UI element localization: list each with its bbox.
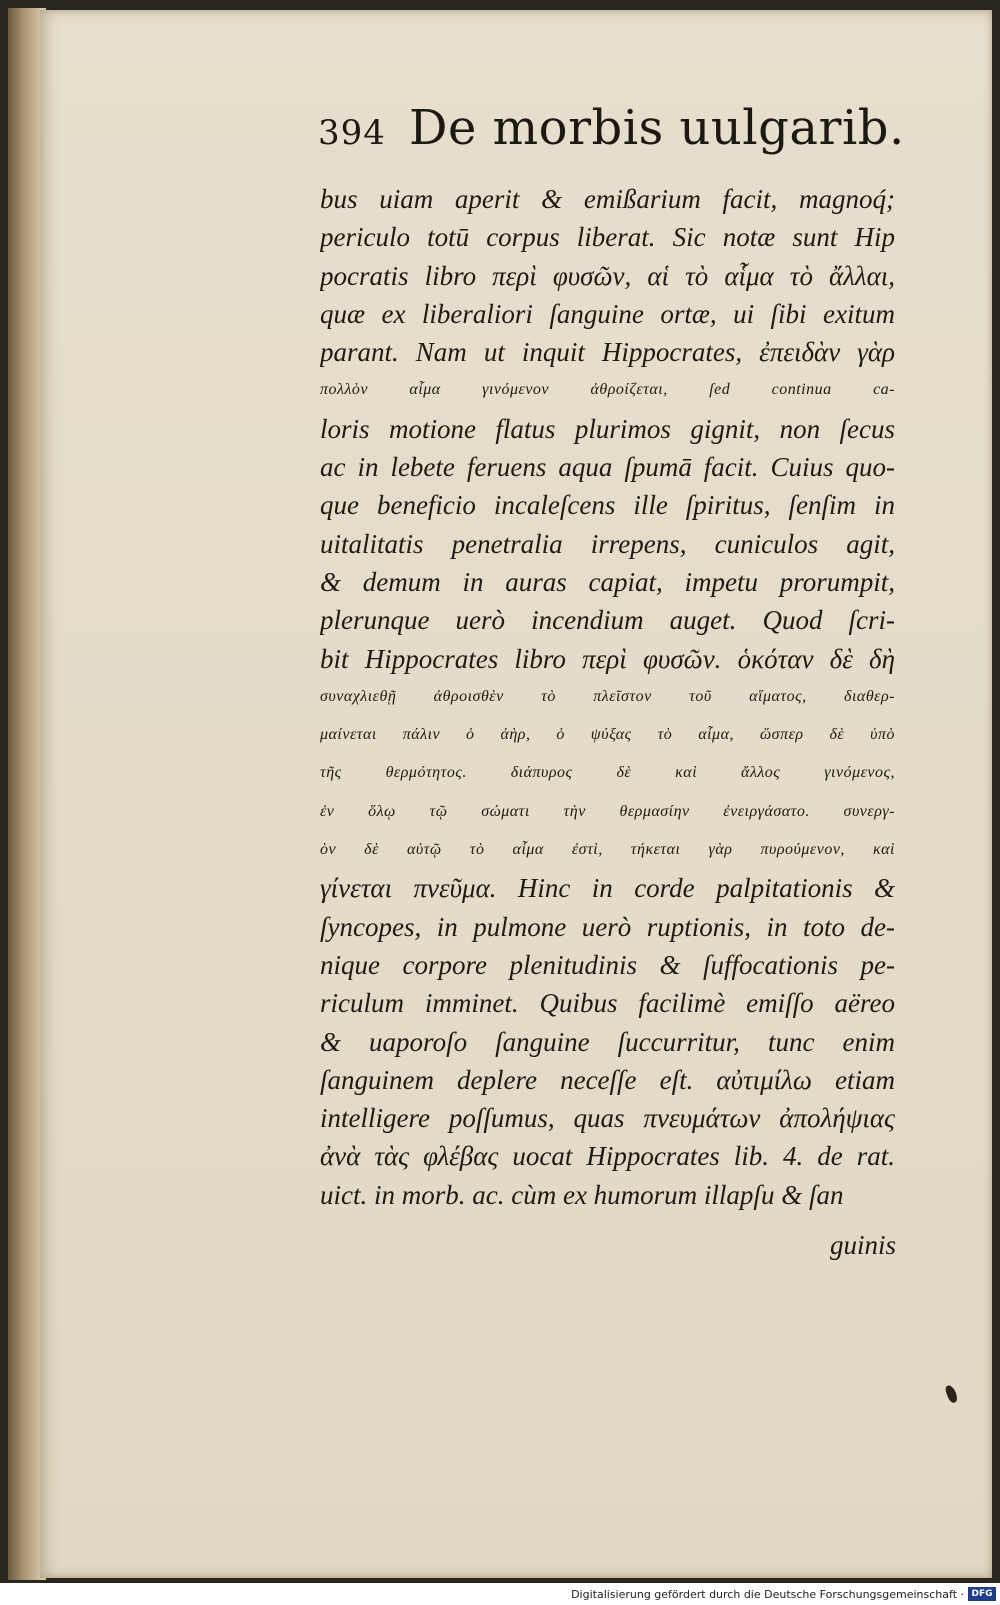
text-line: & uaporoſo ſanguine ſuccurritur, tunc enim (320, 1026, 895, 1057)
text-line: bit Hippocrates libro περὶ φυσῶν. ὁκόταν δὲ δὴ (320, 643, 895, 674)
running-head-title: De morbis uulgarib. (409, 100, 905, 156)
text-line: μαίνεται πάλιν ὁ ἀὴρ, ὁ ψύξας τὸ αἷμα, ὥσπερ δὲ ὑπὸ (320, 726, 895, 744)
footer-bar (0, 1583, 1000, 1605)
text-line: intelligere poſſumus, quas πνευμάτων ἀπολήψιας (320, 1103, 895, 1134)
footer-credit: Digitalisierung gefördert durch die Deutsche Forschungsgemeinschaft · (571, 1588, 964, 1601)
text-line: ſyncopes, in pulmone uerò ruptionis, in toto de- (320, 911, 895, 942)
text-line: riculum imminet. Quibus facilimè emiſſo aëreo (320, 988, 895, 1019)
catchword: guinis (830, 1230, 897, 1260)
text-line: pocratis libro περὶ φυσῶν, αἱ τὸ αἷμα τὸ ἄλλαι, (320, 260, 895, 291)
dfg-logo-icon[interactable]: DFG (968, 1587, 996, 1601)
text-line: ac in lebete feruens aqua ſpumā facit. Cuius quo- (320, 452, 895, 483)
text-line: que beneficio incaleſcens ille ſpiritus, ſenſim in (320, 490, 895, 521)
text-line: quæ ex liberaliori ſanguine ortæ, ui ſibi exitum (320, 298, 895, 329)
text-line: ſanguinem deplere neceſſe eſt. αὐτιμίλω etiam (320, 1064, 895, 1095)
text-line: ὸν δὲ αὐτῷ τὸ αἷμα ἐστὶ, τήκεται γὰρ πυρούμενον, καὶ (320, 841, 895, 859)
text-line: plerunque uerò incendium auget. Quod ſcri- (320, 605, 895, 636)
text-line: συναχλιεθῇ ἀθροισθὲν τὸ πλεῖστον τοῦ αἵματος, διαθερ- (320, 687, 895, 705)
text-block (320, 180, 895, 1214)
text-line: ἀνὰ τὰς φλέβας uocat Hippocrates lib. 4. de rat. (320, 1141, 895, 1172)
text-line: periculo totū corpus liberat. Sic notæ sunt Hip (320, 222, 895, 253)
text-line: parant. Nam ut inquit Hippocrates, ἐπειδὰν γὰρ (320, 337, 895, 368)
text-line: γίνεται πνεῦμα. Hinc in corde palpitationis & (320, 873, 895, 904)
text-line: bus uiam aperit & emißarium facit, magnoq́; (320, 184, 895, 214)
running-head (318, 100, 918, 156)
text-line: τῆς θερμότητος. διάπυρος δὲ καὶ ἄλλος γινόμενος, (320, 764, 895, 782)
text-line: loris motione flatus plurimos gignit, non ſecus (320, 413, 895, 444)
folio-number: 394 (318, 113, 386, 153)
text-line: uitalitatis penetralia irrepens, cuniculos agit, (320, 528, 895, 559)
text-line: & demum in auras capiat, impetu prorumpit, (320, 566, 895, 597)
text-line: uict. in morb. ac. cùm ex humorum illapſu & ſan (320, 1179, 844, 1210)
text-line: nique corpore plenitudinis & ſuffocationis pe- (320, 949, 895, 980)
text-line: ἐν ὅλῳ τῷ σώματι τὴν θερμασίην ἐνειργάσατο. συνεργ- (320, 802, 895, 820)
text-line: πολλὸν αἷμα γινόμενον ἀθροίζεται, ſed continua ca- (320, 381, 895, 399)
